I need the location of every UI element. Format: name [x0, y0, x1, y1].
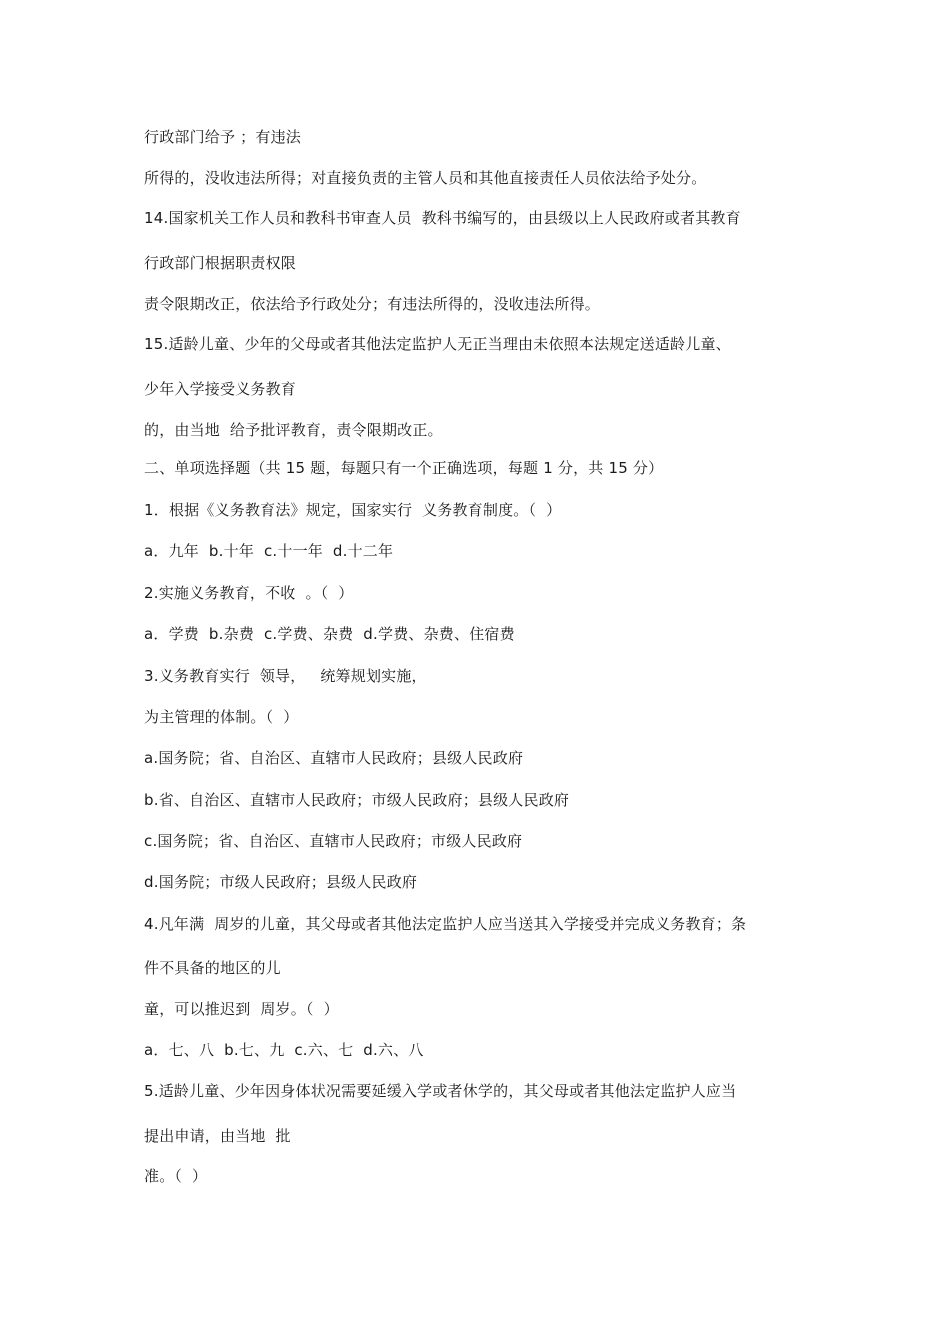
text-line-15: 为主管理的体制。（ ）: [144, 708, 299, 726]
text-line-1: 行政部门给予 ；有违法: [144, 128, 301, 146]
mc-question-1: 1．根据《义务教育法》规定，国家实行 义务教育制度。（ ）: [144, 501, 562, 519]
section-heading: 二、单项选择题（共 15 题，每题只有一个正确选项，每题 1 分，共 15 分）: [144, 459, 664, 477]
mc-options-1: a．九年 b.十年 c.十一年 d.十二年: [144, 542, 394, 560]
mc-options-4: a．七、八 b.七、九 c.六、七 d.六、八: [144, 1041, 424, 1059]
question-15: 15.适龄儿童、少年的父母或者其他法定监护人无正当理由未依照本法规定送适龄儿童、: [144, 335, 731, 353]
text-line-4: 行政部门根据职责权限: [144, 254, 297, 272]
text-line-5: 责令限期改正，依法给予行政处分；有违法所得的，没收违法所得。: [144, 295, 601, 313]
text-line-22: 童，可以推迟到 周岁。（ ）: [144, 1000, 339, 1018]
text-line-7: 少年入学接受义务教育: [144, 380, 297, 398]
mc-option-3d: d.国务院；市级人民政府；县级人民政府: [144, 873, 418, 891]
text-line-25: 提出申请，由当地 批: [144, 1127, 291, 1145]
question-14: 14.国家机关工作人员和教科书审查人员 教科书编写的，由县级以上人民政府或者其教育: [144, 209, 741, 227]
mc-question-2: 2.实施义务教育，不收 。（ ）: [144, 584, 354, 602]
mc-question-4: 4.凡年满 周岁的儿童，其父母或者其他法定监护人应当送其入学接受并完成义务教育；条: [144, 915, 747, 933]
mc-options-2: a．学费 b.杂费 c.学费、杂费 d.学费、杂费、住宿费: [144, 625, 515, 643]
mc-option-3b: b.省、自治区、直辖市人民政府；市级人民政府；县级人民政府: [144, 791, 570, 809]
mc-question-3: 3.义务教育实行 领导， 统筹规划实施，: [144, 667, 427, 685]
mc-option-3a: a.国务院；省、自治区、直辖市人民政府；县级人民政府: [144, 749, 524, 767]
text-line-2: 所得的，没收违法所得；对直接负责的主管人员和其他直接责任人员依法给予处分。: [144, 169, 707, 187]
text-line-21: 件不具备的地区的儿: [144, 959, 281, 977]
text-line-26: 准。（ ）: [144, 1167, 208, 1185]
mc-question-5: 5.适龄儿童、少年因身体状况需要延缓入学或者休学的，其父母或者其他法定监护人应当: [144, 1082, 737, 1100]
text-line-8: 的，由当地 给予批评教育，责令限期改正。: [144, 421, 443, 439]
mc-option-3c: c.国务院；省、自治区、直辖市人民政府；市级人民政府: [144, 832, 523, 850]
